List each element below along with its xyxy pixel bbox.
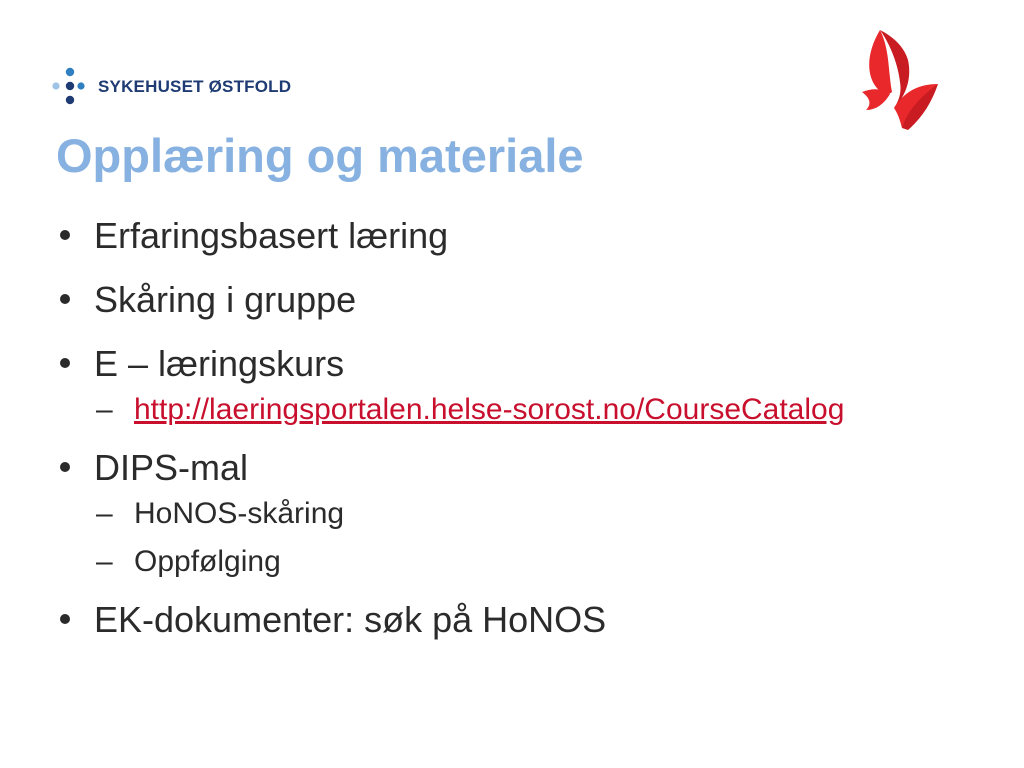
sub-bullet-text: Oppfølging: [134, 545, 281, 578]
bullet-text: EK-dokumenter: søk på HoNOS: [94, 599, 607, 640]
bullet-item: [56, 278, 996, 322]
logo-text: SYKEHUSET ØSTFOLD: [98, 77, 292, 96]
bullet-icon: [56, 342, 94, 386]
hospital-logo: [50, 66, 291, 108]
bullet-item: [56, 446, 996, 490]
sub-bullet-text: HoNOS-skåring: [134, 497, 345, 530]
sub-bullet-item: [56, 542, 996, 582]
bullet-text: Skåring i gruppe: [94, 279, 357, 320]
bullet-icon: [56, 214, 94, 258]
bullet-icon: [56, 598, 94, 642]
logo-dots-icon: [50, 66, 90, 108]
dash-marker: –: [96, 393, 113, 426]
bullet-text: E – læringskurs: [94, 343, 345, 384]
brand-flame-icon: [858, 22, 942, 134]
sub-bullet-item: [56, 390, 996, 430]
bullet-list: [56, 214, 996, 662]
bullet-item: [56, 214, 996, 258]
course-catalog-link[interactable]: http://laeringsportalen.helse-sorost.no/CourseCatalog: [134, 393, 845, 426]
bullet-item: [56, 598, 996, 642]
dash-marker: –: [96, 545, 113, 578]
bullet-item: [56, 342, 996, 386]
bullet-text: Erfaringsbasert læring: [94, 215, 449, 256]
slide-title: Opplæring og materiale: [56, 129, 584, 182]
sub-bullet-item: [56, 494, 996, 534]
bullet-icon: [56, 446, 94, 490]
bullet-icon: [56, 278, 94, 322]
dash-marker: –: [96, 497, 113, 530]
bullet-text: DIPS-mal: [94, 447, 249, 488]
